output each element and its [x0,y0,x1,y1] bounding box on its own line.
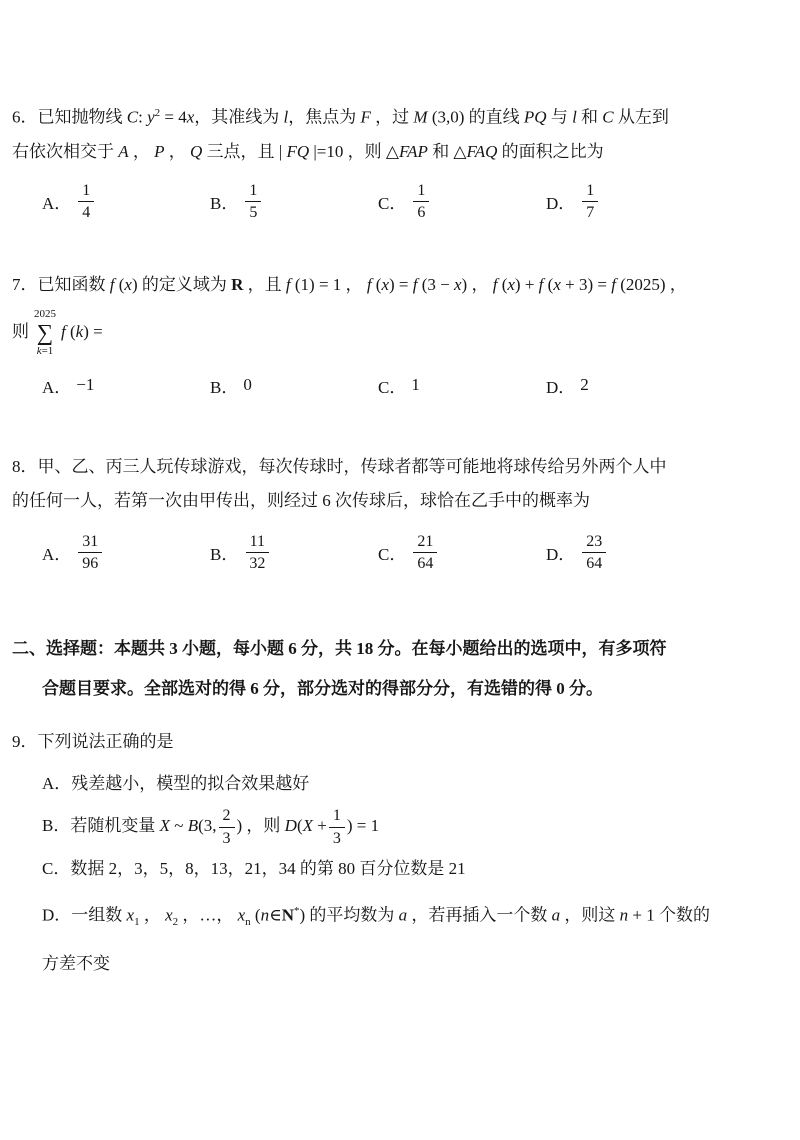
option-label: B． [210,544,239,564]
fraction-denominator: 7 [586,203,595,221]
fraction-numerator: 11 [246,532,269,553]
fraction-denominator: 4 [82,203,91,221]
sum-prefix: 则 [12,322,29,342]
option-b-middle: ) ，则 D(X + [236,815,327,835]
fraction-numerator: 1 [413,181,429,202]
question-9-title: 9．下列说法正确的是 [12,731,174,751]
fraction-denominator: 5 [249,203,258,221]
question-9 [12,721,788,985]
question-7-option-a [42,373,210,398]
question-9-option-c: C．数据 2，3，5，8，13，21，34 的第 80 百分位数是 21 [42,858,466,878]
sum-lower-limit: k=1 [36,345,54,358]
question-7 [12,268,788,398]
sum-expression: f (k) = [61,322,103,342]
fraction-denominator: 3 [332,829,341,847]
question-7-sum-line [12,308,788,359]
summation-symbol [34,308,56,359]
option-label: A． [42,544,72,564]
fraction [582,181,598,222]
option-label: B． [210,377,239,397]
fraction-numerator: 1 [78,181,94,202]
option-label: A． [42,377,72,397]
fraction-numerator: 31 [78,532,102,553]
fraction-numerator: 1 [245,181,261,202]
question-8-option-b [210,532,378,573]
fraction [413,181,429,222]
question-7-options [42,373,788,398]
fraction [245,181,261,222]
option-label: D． [546,377,576,397]
fraction-denominator: 32 [249,554,266,572]
option-label: C． [378,544,407,564]
question-6-option-b [210,181,378,222]
section-2-header [12,629,788,709]
question-6-option-d [546,181,714,222]
question-9-option-a: A．残差越小，模型的拟合效果越好 [42,773,310,793]
question-8-option-d [546,532,714,573]
fraction-numerator: 1 [329,806,345,827]
question-6-option-c [378,181,546,222]
question-6-text-line-1: 6．已知抛物线 C: $y^2 = 4x$，其准线为 l，焦点为 F ，过 M (3,0) 的直线 PQ 与 l 和 C 从左到 [12,107,669,127]
option-value: 0 [243,375,252,395]
question-6-options [42,181,788,222]
fraction-denominator: 3 [222,829,231,847]
question-7-text-line-1: 7．已知函数 f (x) 的定义域为 R ，且 f (1) = 1 ， f (x) = f (3 − x) ， f (x) + f (x + 3) = f (2025) ， [12,275,687,295]
question-8-option-a [42,532,210,573]
question-6-option-a [42,181,210,222]
question-6 [12,96,788,222]
section-2-header-line-2: 合题目要求。全部选对的得 6 分，部分选对的得部分分，有选错的得 0 分。 [42,678,603,698]
fraction [582,532,606,573]
question-7-option-d [546,373,714,398]
question-8-text-line-1: 8．甲、乙、丙三人玩传球游戏，每次传球时，传球者都等可能地将球传给另外两个人中 [12,456,667,476]
fraction-numerator: 2 [219,806,235,827]
fraction [219,806,235,847]
option-label: A． [42,193,72,213]
fraction-denominator: 6 [417,203,426,221]
question-7-option-b [210,373,378,398]
fraction-numerator: 21 [413,532,437,553]
option-label: C． [378,193,407,213]
option-value: 1 [411,375,420,395]
fraction [78,181,94,222]
option-b-suffix: ) = 1 [346,815,380,835]
fraction [245,532,269,573]
section-2-header-line-1: 二、选择题：本题共 3 小题，每小题 6 分，共 18 分。在每小题给出的选项中，有多项符 [12,638,667,658]
fraction-numerator: 1 [582,181,598,202]
fraction [78,532,102,573]
question-8-text-line-2: 的任何一人，若第一次由甲传出，则经过 6 次传球后，球恰在乙手中的概率为 [12,490,590,510]
question-9-option-d-line-1: D．一组数 $x_1$ ， $x_2$ ，…， $x_n$ (n∈N*) 的平均数为 a ，若再插入一个数 a ，则这 n + 1 个数的 [42,904,710,928]
option-value: 2 [580,375,589,395]
fraction-numerator: 23 [582,532,606,553]
option-label: C． [378,377,407,397]
fraction-denominator: 96 [82,554,99,572]
option-label: D． [546,193,576,213]
sigma-icon: ∑ [36,320,54,346]
sum-upper-limit: 2025 [34,308,56,321]
fraction-denominator: 64 [417,554,434,572]
option-value: −1 [76,375,95,395]
fraction [329,806,345,847]
option-label: B． [210,193,239,213]
question-9-option-b [42,805,788,848]
option-label: D． [546,544,576,564]
question-6-text-line-2: 右依次相交于 A ， P ， Q 三点，且 | FQ |=10 ，则 △FAP 和 △FAQ 的面积之比为 [12,141,604,161]
question-9-option-d-line-2: 方差不变 [42,953,110,973]
question-8-options [42,532,788,573]
question-8 [12,450,788,573]
fraction-denominator: 64 [586,554,603,572]
fraction [413,532,437,573]
question-8-option-c [378,532,546,573]
question-7-option-c [378,373,546,398]
option-b-prefix: B．若随机变量 X ~ B(3, [42,815,217,835]
